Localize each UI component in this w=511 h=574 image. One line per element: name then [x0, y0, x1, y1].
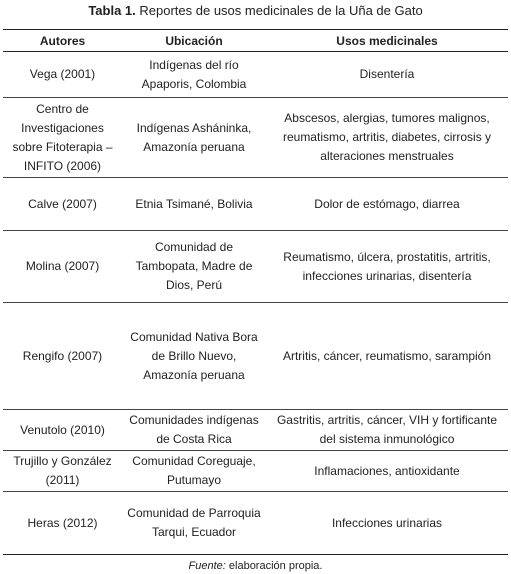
source-label: Fuente: — [188, 560, 226, 572]
cell-ubicacion: Etnia Tsimané, Bolivia — [122, 178, 266, 231]
column-header-usos: Usos medicinales — [266, 30, 508, 52]
cell-usos: Infecciones urinarias — [266, 492, 508, 555]
source-text: elaboración propia. — [228, 560, 323, 572]
cell-autores: Vega (2001) — [3, 52, 122, 98]
table-row — [3, 492, 508, 555]
table-row — [3, 178, 508, 231]
table-row — [3, 451, 508, 492]
cell-ubicacion: Comunidad de Tambopata, Madre de Dios, Perú — [122, 231, 266, 303]
cell-usos: Artritis, cáncer, reumatismo, sarampión — [266, 303, 508, 410]
cell-ubicacion: Comunidades indígenas de Costa Rica — [122, 410, 266, 451]
cell-ubicacion: Indígenas Asháninka, Amazonía peruana — [122, 98, 266, 178]
table-row — [3, 52, 508, 98]
caption-text: Reportes de usos medicinales de la Uña de Gato — [139, 3, 423, 18]
cell-autores: Molina (2007) — [3, 231, 122, 303]
cell-ubicacion: Comunidad de Parroquia Tarqui, Ecuador — [122, 492, 266, 555]
cell-ubicacion: Comunidad Coreguaje, Putumayo — [122, 451, 266, 492]
cell-autores: Rengifo (2007) — [3, 303, 122, 410]
table-caption — [0, 2, 511, 19]
table-row — [3, 410, 508, 451]
cell-autores: Heras (2012) — [3, 492, 122, 555]
cell-usos: Dolor de estómago, diarrea — [266, 178, 508, 231]
cell-autores: Venutolo (2010) — [3, 410, 122, 451]
cell-autores: Centro de Investigaciones sobre Fitoterapia – INFITO (2006) — [3, 98, 122, 178]
caption-label: Tabla 1. — [88, 3, 136, 18]
table-source-note — [0, 559, 511, 573]
table-row — [3, 303, 508, 410]
cell-usos: Disentería — [266, 52, 508, 98]
column-header-ubicacion: Ubicación — [122, 30, 266, 52]
cell-usos: Gastritis, artritis, cáncer, VIH y fortificante del sistema inmunológico — [266, 410, 508, 451]
table-row — [3, 98, 508, 178]
column-header-autores: Autores — [3, 30, 122, 52]
cell-autores: Calve (2007) — [3, 178, 122, 231]
table-header-row — [3, 30, 508, 52]
cell-usos: Reumatismo, úlcera, prostatitis, artritis, infecciones urinarias, disentería — [266, 231, 508, 303]
cell-ubicacion: Indígenas del río Apaporis, Colombia — [122, 52, 266, 98]
cell-usos: Abscesos, alergias, tumores malignos, reumatismo, artritis, diabetes, cirrosis y alteraciones menstruales — [266, 98, 508, 178]
cell-ubicacion: Comunidad Nativa Bora de Brillo Nuevo, Amazonía peruana — [122, 303, 266, 410]
cell-autores: Trujillo y González (2011) — [3, 451, 122, 492]
cell-usos: Inflamaciones, antioxidante — [266, 451, 508, 492]
table-row — [3, 231, 508, 303]
medicinal-uses-table — [3, 29, 508, 555]
